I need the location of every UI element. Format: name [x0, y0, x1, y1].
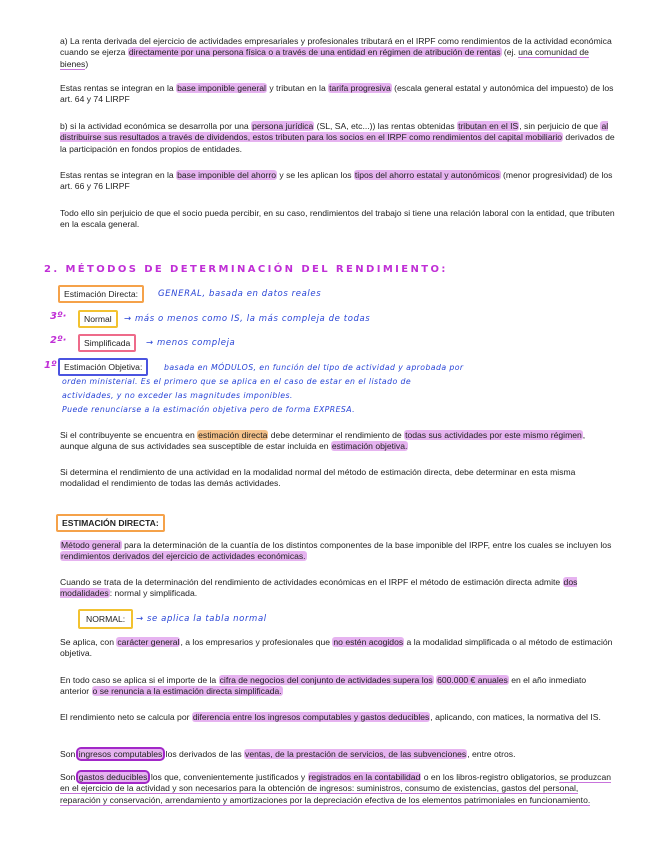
paragraph-b [60, 121, 616, 155]
highlight: al distribuirse sus resultados a través de dividendos, estos tributen para los socios en el IRPF como rendimientos del capital mobiliario [60, 121, 609, 143]
normal-note: → más o menos como IS, la más compleja de todas [124, 314, 371, 324]
normal-note: → se aplica la tabla normal [136, 614, 267, 624]
paragraph-base-ahorro [60, 170, 616, 193]
highlight: todas sus actividades por este mismo régimen [405, 430, 582, 440]
subheading: ESTIMACIÓN DIRECTA: [56, 514, 165, 532]
text: En todo caso se aplica si el importe de la [60, 675, 219, 685]
text: Estas rentas se integran en la [60, 83, 177, 93]
text: (SL, SA, etc...)) las rentas obtenidas [314, 121, 458, 131]
text: y tributan en la [266, 83, 329, 93]
text: Son [60, 749, 78, 759]
paragraph-modalidad: Si determina el rendimiento de una actividad en la modalidad normal del método de estimación directa, debe determinar en esta misma modalidad el rendimiento de todas las demás actividades. [60, 467, 576, 489]
text: Estas rentas se integran en la [60, 170, 177, 180]
normal-box: Normal [78, 310, 118, 328]
highlight: registrados en la contabilidad [308, 772, 421, 782]
highlight: estimación objetiva. [331, 441, 408, 452]
highlight: no estén acogidos [333, 637, 404, 647]
text: a la modalidad simplificada o al método de estimación objetiva. [60, 637, 613, 659]
highlight: base imponible general [177, 83, 266, 93]
text: derivados de la participación en fondos propios de entidades. [60, 132, 615, 154]
paragraph-contribuyente [60, 430, 616, 453]
text: ) [85, 58, 89, 69]
estimacion-directa-box: Estimación Directa: [58, 285, 144, 303]
paragraph-gastos [60, 772, 616, 806]
text: Cuando se trata de la determinación del rendimiento de actividades económicas en el IRPF el método de estimación directa admite [60, 577, 563, 587]
text: los derivados de las [163, 749, 245, 759]
highlight: tipos del ahorro estatal y autonómicos [354, 170, 500, 180]
paragraph-metodo-general [60, 540, 616, 563]
highlight: o se renuncia a la estimación directa simplificada. [92, 686, 282, 697]
highlight: estimación directa [198, 430, 268, 440]
normal-subheading-box: NORMAL: [78, 609, 133, 629]
paragraph-a [60, 36, 616, 70]
text: los que, convenientemente justificados y [148, 772, 308, 782]
directa-note: GENERAL, basada en datos reales [158, 289, 322, 299]
objetiva-note: orden ministerial. Es el primero que se aplica en el caso de estar en el listado de [62, 377, 412, 386]
paragraph-rendimiento-neto [60, 712, 616, 723]
highlight: persona jurídica [252, 121, 314, 131]
text: (ej. [501, 47, 519, 58]
underlined-text: una comunidad de bienes [60, 47, 589, 69]
highlight: tributan en el IS [458, 121, 519, 131]
simplificada-note: → menos compleja [146, 338, 236, 348]
simplificada-box: Simplificada [78, 334, 136, 352]
text: Se aplica, con [60, 637, 117, 647]
highlight: diferencia entre los ingresos computables y gastos deducibles [192, 712, 430, 722]
highlight: base imponible del ahorro [177, 170, 276, 180]
section-heading: 2. MÉTODOS DE DETERMINACIÓN DEL RENDIMIENTO: [44, 264, 448, 275]
text: en el año inmediato anterior [60, 675, 587, 697]
highlight: cifra de negocios del conjunto de actividades supera los [219, 675, 433, 685]
text: , a los empresarios y profesionales que [180, 637, 333, 647]
highlight: dos modalidades [60, 577, 578, 599]
paragraph-socio: Todo ello sin perjuicio de que el socio pueda percibir, en su caso, rendimientos del trabajo si tiene una relación laboral con la entidad, que tributen en la escala general. [60, 208, 615, 230]
text: a) La renta derivada del ejercicio de actividades empresariales y profesionales tributará en el IRPF como rendimientos de la actividad económica cuando se ejerza [60, 36, 612, 58]
order-number: 3º· [50, 311, 67, 322]
highlight: ventas, de la prestación de servicios, de las subvenciones [245, 749, 467, 759]
text: debe determinar el rendimiento de [268, 430, 405, 440]
paragraph-cifra-negocios [60, 675, 616, 698]
text: , sin perjuicio de que [519, 121, 601, 131]
text: (escala general estatal y autonómica del impuesto) de los art. 64 y 74 LIRPF [60, 83, 614, 105]
highlight: ingresos computables [78, 749, 163, 759]
paragraph-base-general [60, 83, 616, 106]
paragraph-ingresos [60, 749, 616, 760]
order-number: 2º· [50, 335, 67, 346]
text: El rendimiento neto se calcula por [60, 712, 192, 722]
underlined-text: se produzcan en el ejercicio de la actividad y son necesarios para la obtención de ingresos: suministros, consumo de existencias, gastos del personal, reparación y conservación, arrendamiento y amortizaciones por la depreciación efectiva de los elementos patrimoniales en funcionamiento. [60, 772, 612, 805]
text: (menor progresividad) de los art. 66 y 76 LIRPF [60, 170, 613, 192]
objetiva-note: basada en MÓDULOS, en función del tipo de actividad y aprobada por [164, 363, 464, 372]
highlight: carácter general [117, 637, 180, 647]
highlight: Método general [61, 540, 121, 550]
highlight: directamente por una persona física o a través de una entidad en régimen de atribución de rentas [128, 47, 501, 58]
text: : normal y simplificada. [109, 588, 198, 599]
text: y se les aplican los [277, 170, 354, 180]
highlight: rendimientos derivados del ejercicio de actividades económicas. [61, 551, 306, 562]
text: , entre otros. [467, 749, 516, 759]
paragraph-modalidades [60, 577, 616, 600]
estimacion-objetiva-box: Estimación Objetiva: [58, 358, 148, 376]
highlight: 600.000 € anuales [437, 675, 508, 685]
order-number: 1º [44, 360, 57, 371]
text: b) si la actividad económica se desarrolla por una [60, 121, 252, 131]
text: para la determinación de la cuantía de los distintos componentes de la base imponible del IRPF, entre los cuales se incluyen los [121, 540, 612, 550]
text: Son [60, 772, 78, 782]
objetiva-note: actividades, y no exceder las magnitudes imponibles. [62, 391, 293, 400]
highlight: gastos deducibles [78, 772, 148, 782]
highlight: tarifa progresiva [329, 83, 391, 93]
text: o en los libros-registro obligatorios, [421, 772, 560, 782]
text: , aplicando, con matices, la normativa del IS. [430, 712, 601, 722]
objetiva-note: Puede renunciarse a la estimación objetiva pero de forma EXPRESA. [62, 405, 356, 414]
text: Si el contribuyente se encuentra en [60, 430, 198, 440]
paragraph-se-aplica [60, 637, 616, 660]
text: , aunque alguna de sus actividades sea susceptible de estar incluida en [60, 430, 586, 452]
